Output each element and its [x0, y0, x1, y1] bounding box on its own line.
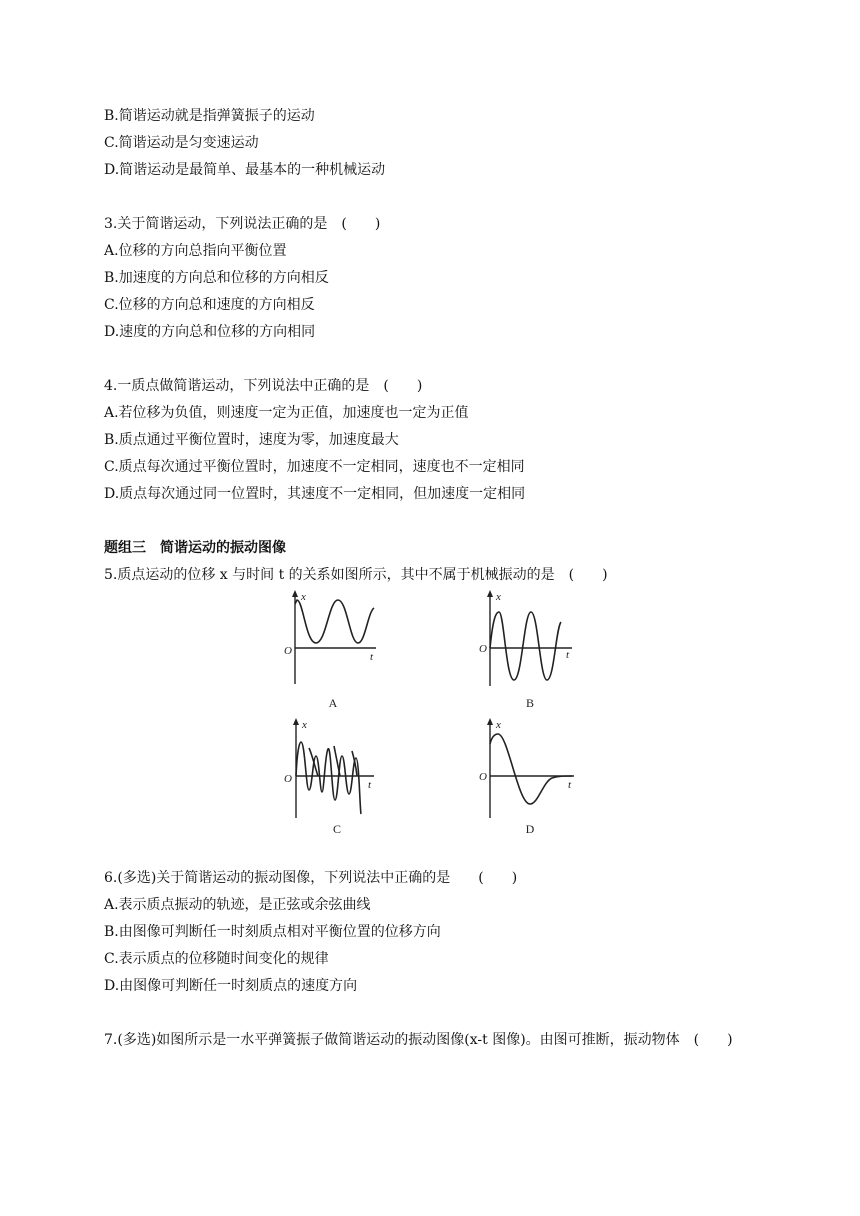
graph-b-t-label: t [566, 649, 570, 661]
graph-d-x-arrow [487, 718, 493, 725]
q3-option-b: B.加速度的方向总和位移的方向相反 [104, 270, 329, 286]
section-heading: 题组三 简谐运动的振动图像 [104, 540, 286, 556]
graph-d-x-label: x [496, 719, 501, 731]
graph-b-curve [490, 612, 561, 680]
q6-option-b: B.由图像可判断任一时刻质点相对平衡位置的位移方向 [104, 924, 441, 940]
graph-d-origin: O [479, 771, 487, 783]
graph-c-x-label: x [302, 719, 307, 731]
q7-stem: 7.(多选)如图所示是一水平弹簧振子做简谐运动的振动图像(x-t 图像)。由图可推断，振动物体 ( ) [104, 1032, 733, 1048]
graph-d-curve [490, 734, 572, 804]
graph-c-origin: O [284, 773, 292, 785]
q2-option-c: C.简谐运动是匀变速运动 [104, 135, 259, 151]
graph-a-caption: A [328, 696, 338, 710]
q3-stem: 3.关于简谐运动，下列说法正确的是 ( ) [104, 216, 381, 232]
q4-option-d: D.质点每次通过同一位置时，其速度不一定相同，但加速度一定相同 [104, 486, 526, 502]
graph-c-curve-extra [309, 746, 357, 776]
graph-c-t-label: t [368, 779, 372, 791]
graph-d-caption: D [525, 822, 535, 836]
q6-option-a: A.表示质点振动的轨迹，是正弦或余弦曲线 [104, 897, 371, 913]
graph-b [468, 588, 583, 713]
q4-option-a: A.若位移为负值，则速度一定为正值，加速度也一定为正值 [104, 405, 469, 421]
q2-option-d: D.简谐运动是最简单、最基本的一种机械运动 [104, 162, 386, 178]
q6-option-c: C.表示质点的位移随时间变化的规律 [104, 951, 329, 967]
graph-a-curve [295, 600, 374, 643]
q6-option-d: D.由图像可判断任一时刻质点的速度方向 [104, 978, 358, 994]
graph-d-t-label: t [568, 779, 572, 791]
graph-a-x-arrow [292, 590, 298, 597]
q4-option-c: C.质点每次通过平衡位置时，加速度不一定相同，速度也不一定相同 [104, 459, 525, 475]
q5-stem: 5.质点运动的位移 x 与时间 t 的关系如图所示，其中不属于机械振动的是 ( ) [104, 567, 608, 583]
graph-a [278, 588, 388, 713]
graph-a-origin: O [284, 645, 292, 657]
graph-b-caption: B [525, 696, 535, 710]
graph-d [468, 716, 583, 838]
q4-option-b: B.质点通过平衡位置时，速度为零，加速度最大 [104, 432, 399, 448]
graph-b-origin: O [479, 643, 487, 655]
graph-b-x-label: x [496, 591, 501, 603]
graph-b-x-arrow [487, 590, 493, 597]
q4-stem: 4.一质点做简谐运动，下列说法中正确的是 ( ) [104, 378, 423, 394]
graph-a-t-label: t [370, 651, 374, 663]
q3-option-c: C.位移的方向总和速度的方向相反 [104, 297, 315, 313]
graph-c-x-arrow [293, 718, 299, 725]
q3-option-a: A.位移的方向总指向平衡位置 [104, 243, 287, 259]
q3-option-d: D.速度的方向总和位移的方向相同 [104, 324, 316, 340]
graph-c [282, 716, 392, 838]
q6-stem: 6.(多选)关于简谐运动的振动图像，下列说法中正确的是 ( ) [104, 870, 518, 886]
graph-a-x-label: x [301, 591, 306, 603]
graph-c-curve [296, 742, 361, 814]
q2-option-b: B.简谐运动就是指弹簧振子的运动 [104, 108, 315, 124]
graph-c-caption: C [332, 822, 342, 836]
